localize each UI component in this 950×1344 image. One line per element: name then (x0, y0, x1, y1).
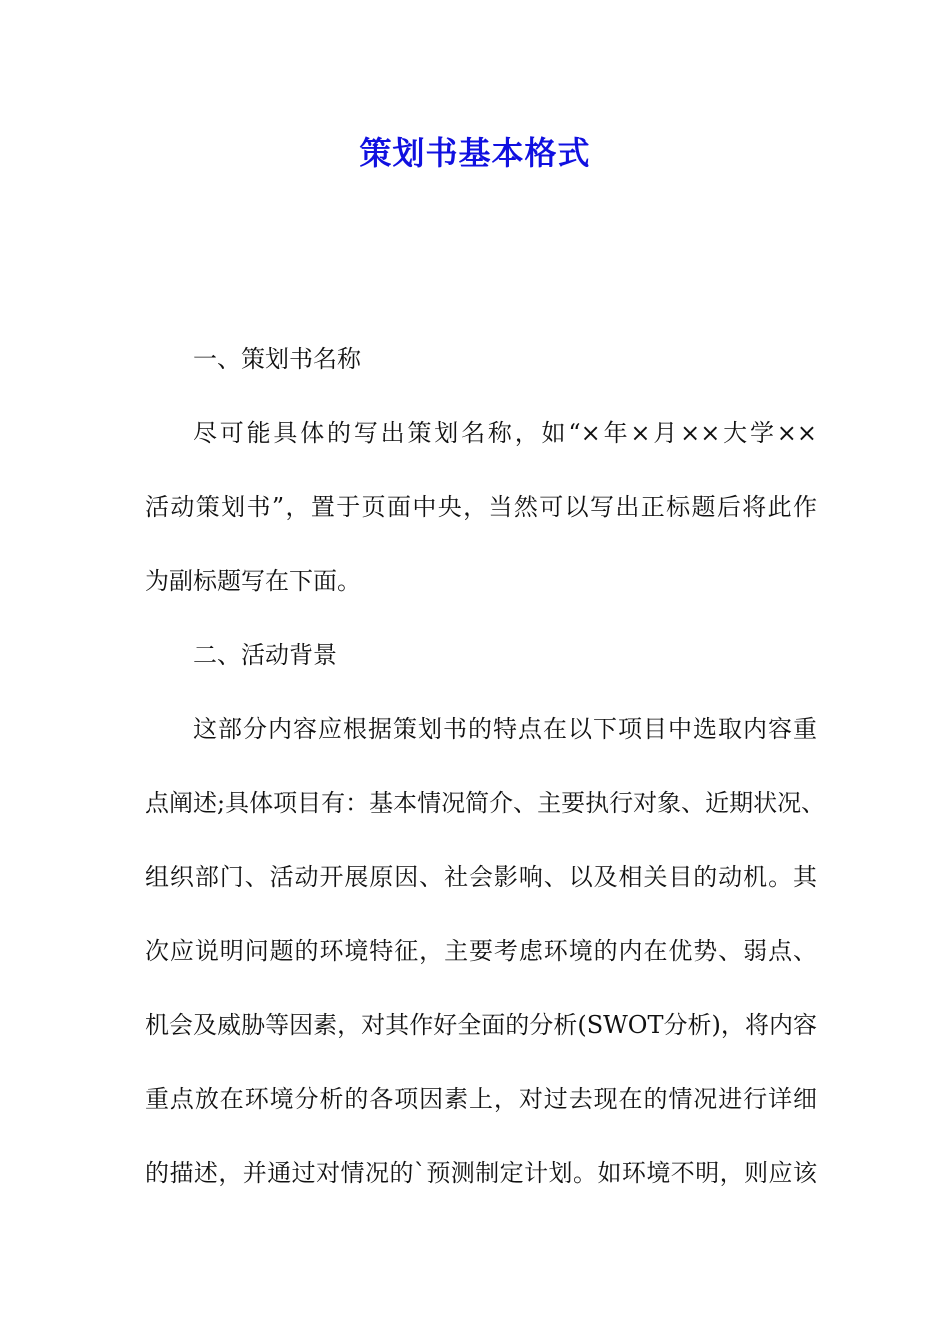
section-heading: 二、活动背景 (193, 641, 337, 669)
paragraph-line: 组织部门、活动开展原因、社会影响、以及相关目的动机。其 (145, 863, 817, 891)
paragraph-line: 为副标题写在下面。 (145, 567, 361, 595)
paragraph-background (145, 692, 826, 1210)
paragraph-line: 这部分内容应根据策划书的特点在以下项目中选取内容重 (193, 715, 817, 743)
document-body (145, 322, 826, 1210)
section-heading-background (145, 618, 817, 692)
paragraph-line: 活动策划书”，置于页面中央，当然可以写出正标题后将此作 (145, 493, 817, 521)
section-heading: 一、策划书名称 (193, 345, 361, 373)
paragraph-line: 重点放在环境分析的各项因素上，对过去现在的情况进行详细 (145, 1085, 817, 1113)
document-title: 策划书基本格式 (359, 134, 591, 172)
paragraph-line: 点阐述;具体项目有：基本情况简介、主要执行对象、近期状况、 (145, 789, 826, 817)
paragraph-line: 机会及威胁等因素，对其作好全面的分析(SWOT分析)，将内容 (145, 1011, 817, 1039)
paragraph-line: 尽可能具体的写出策划名称，如“×年×月××大学×× (193, 419, 817, 447)
paragraph-name (145, 396, 817, 618)
section-heading-name (145, 322, 817, 396)
paragraph-line: 次应说明问题的环境特征，主要考虑环境的内在优势、弱点、 (145, 937, 817, 965)
paragraph-line: 的描述，并通过对情况的`预测制定计划。如环境不明，则应该 (145, 1159, 817, 1187)
